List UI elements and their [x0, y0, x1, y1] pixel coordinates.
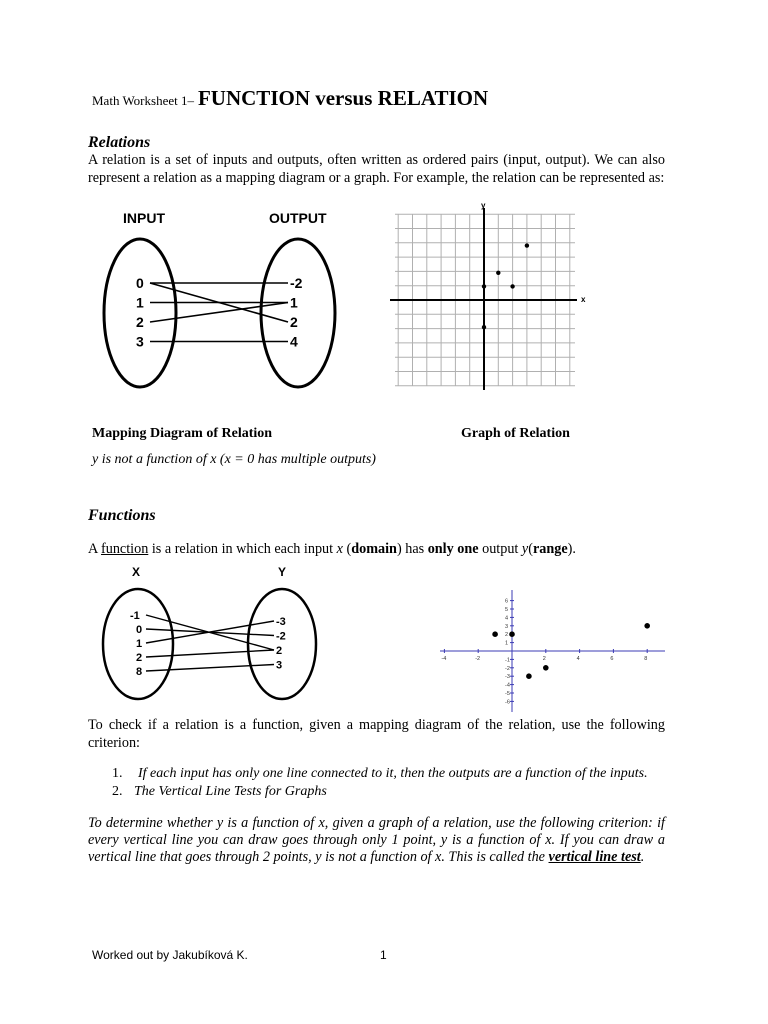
page-title — [92, 86, 488, 111]
y-tick-label: -4 — [505, 682, 510, 689]
function-point — [509, 631, 515, 637]
list-text: If each input has only one line connected to it, then the outputs are a function of the inputs. — [138, 766, 648, 781]
relation-mapping-diagram — [98, 205, 348, 405]
x-tick-label: 4 — [576, 656, 580, 662]
y-tick-label: 6 — [505, 598, 509, 605]
y-tick-label: 5 — [505, 607, 509, 613]
mapping-arrow-line — [146, 665, 274, 672]
mapping-output-label: 3 — [276, 659, 283, 672]
footer-author: Worked out by Jakubíková K. — [92, 948, 248, 962]
function-mapping-lines — [146, 615, 274, 671]
relation-note: y is not a function of x (x = 0 has multiple outputs) — [92, 452, 376, 467]
function-graph — [435, 587, 670, 715]
vlt-term: vertical line test — [548, 849, 641, 865]
input-label: INPUT — [123, 210, 165, 226]
def-text: ). — [567, 541, 576, 557]
relation-point — [510, 284, 514, 288]
function-point — [526, 673, 532, 679]
relation-mapping-inputs — [136, 275, 144, 350]
function-mapping-inputs — [130, 610, 142, 678]
output-label: OUTPUT — [269, 210, 327, 226]
def-text: is a relation in which each input — [148, 541, 337, 557]
y-tick-label: 3 — [505, 623, 509, 630]
list-text: The Vertical Line Tests for Graphs — [134, 784, 327, 799]
vlt-end: . — [640, 849, 645, 865]
title-main: FUNCTION versus RELATION — [197, 86, 489, 110]
y-axis-label: y — [481, 201, 486, 210]
vlt-text: To determine whether y is a function of x, given a graph of a relation, use the following criterion: if every vertical line you can draw goes through only 1 point, y is a function of x. If you can draw a vertical line that goes through 2 points, y is not a function of x. This is called the — [88, 815, 665, 865]
caption-graph: Graph of Relation — [461, 426, 570, 441]
mapping-input-label: 1 — [136, 638, 143, 650]
functions-heading: Functions — [88, 507, 156, 524]
def-text: ( — [528, 541, 533, 557]
relations-paragraph: A relation is a set of inputs and outputs, often written as ordered pairs (input, output). We can also represent a relation as a mapping diagram or a graph. For example, the relation can be represented as: — [88, 152, 665, 186]
relation-point — [482, 284, 486, 288]
mapping-output-label: 1 — [290, 294, 298, 311]
mapping-output-label: -3 — [276, 616, 286, 628]
function-point — [543, 665, 549, 671]
vlt-paragraph — [88, 815, 665, 866]
y-tick-label: 2 — [505, 632, 509, 639]
relation-point — [482, 325, 486, 329]
function-graph-ticks — [441, 599, 647, 706]
x-axis-label: x — [581, 295, 586, 304]
x-tick-label: 6 — [610, 656, 614, 662]
def-text: A — [88, 541, 102, 557]
x-tick-label: 8 — [644, 656, 648, 662]
y-tick-label: -5 — [505, 691, 510, 697]
def-text: ( — [342, 541, 352, 557]
mapping-output-label: 2 — [276, 645, 283, 657]
relation-mapping-lines — [150, 283, 288, 342]
function-point — [492, 631, 498, 637]
page-number: 1 — [380, 948, 387, 962]
y-tick-label: -2 — [505, 665, 510, 672]
def-var-x: x — [336, 541, 343, 557]
x-tick-label: -2 — [475, 656, 481, 662]
range-term: range — [532, 541, 568, 557]
mapping-input-label: 1 — [136, 294, 144, 311]
mapping-input-label: 2 — [136, 652, 143, 664]
y-tick-label: -3 — [505, 674, 510, 681]
relation-graph — [385, 200, 595, 395]
mapping-input-label: -1 — [130, 610, 140, 622]
list-item — [110, 784, 665, 800]
mapping-input-label: 3 — [136, 333, 144, 350]
list-number: 1. — [112, 766, 123, 781]
relation-mapping-outputs — [290, 275, 303, 350]
relation-point — [525, 243, 529, 247]
relation-graph-points — [482, 243, 529, 329]
input-ellipse — [104, 239, 176, 387]
mapping-output-label: 2 — [290, 314, 298, 330]
y-ellipse — [248, 589, 316, 699]
y-set-label: Y — [278, 565, 287, 579]
y-tick-label: -1 — [505, 657, 510, 664]
mapping-input-label: 0 — [136, 275, 144, 291]
only-one-term: only one — [427, 541, 479, 557]
def-text: output — [478, 541, 522, 557]
y-tick-label: -6 — [505, 699, 510, 706]
mapping-arrow-line — [150, 303, 288, 323]
mapping-arrow-line — [146, 621, 274, 643]
mapping-arrow-line — [146, 650, 274, 657]
mapping-input-label: 0 — [136, 624, 143, 636]
list-item — [110, 766, 665, 782]
mapping-input-label: 2 — [136, 314, 144, 330]
output-ellipse — [261, 239, 335, 387]
y-tick-label: 1 — [505, 640, 509, 647]
def-text: ) has — [396, 541, 428, 557]
mapping-output-label: -2 — [290, 275, 303, 291]
relation-point — [496, 271, 500, 275]
criteria-list — [110, 766, 665, 800]
function-mapping-diagram — [98, 564, 328, 709]
function-term: function — [101, 541, 149, 557]
list-number: 2. — [112, 784, 123, 799]
relations-heading: Relations — [88, 134, 151, 151]
title-prefix: Math Worksheet 1– — [92, 93, 194, 108]
def-var-y: y — [521, 541, 529, 557]
mapping-output-label: 4 — [290, 333, 298, 350]
check-paragraph: To check if a relation is a function, given a mapping diagram of the relation, use the following criterion: — [88, 717, 665, 751]
domain-term: domain — [351, 541, 397, 557]
caption-mapping: Mapping Diagram of Relation — [92, 426, 273, 441]
x-tick-label: 2 — [542, 656, 546, 662]
y-tick-label: 4 — [505, 615, 509, 622]
mapping-input-label: 8 — [136, 666, 143, 678]
x-tick-label: -4 — [441, 656, 447, 662]
function-point — [644, 623, 650, 629]
function-definition — [88, 541, 576, 559]
mapping-output-label: -2 — [276, 630, 286, 643]
function-mapping-outputs — [276, 616, 286, 672]
x-set-label: X — [132, 565, 141, 579]
